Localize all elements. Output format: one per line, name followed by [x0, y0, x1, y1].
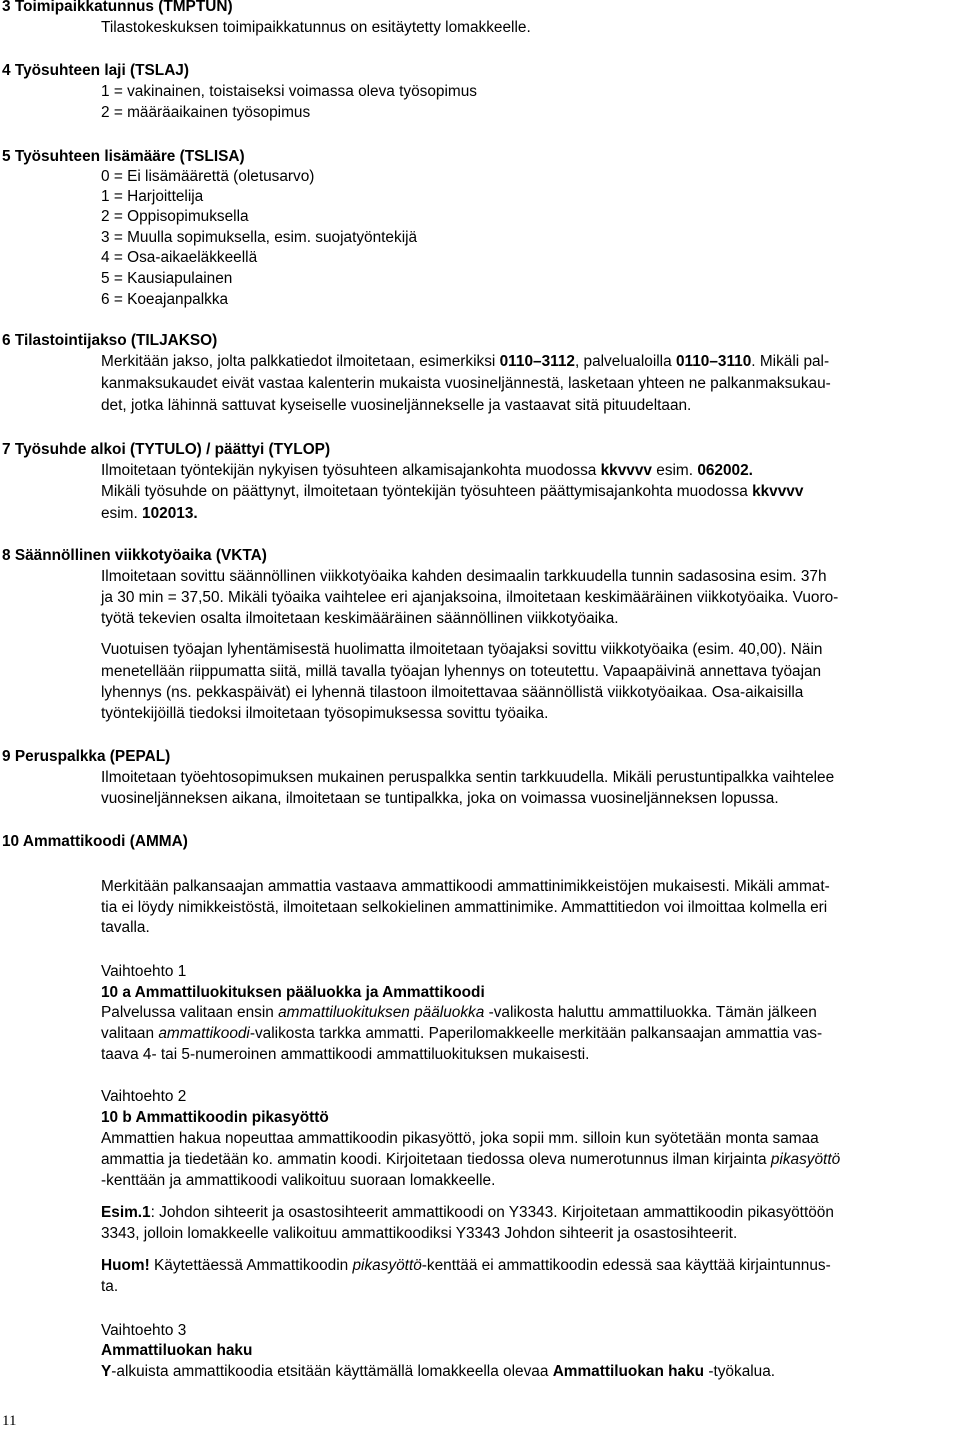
- section-10-intro-line-1: Merkitään palkansaajan ammattia vastaava ammattikoodi ammattinimikkeistöjen mukaisesti. Mikäli ammat-: [101, 878, 830, 895]
- section-4-option-1: 1 = vakinainen, toistaiseksi voimassa oleva työsopimus: [101, 83, 477, 100]
- option-1-line-1: Palvelussa valitaan ensin ammattiluokituksen pääluokka -valikosta haluttu ammattiluokka. Tämän jälkeen: [101, 1004, 817, 1021]
- section-8-p2-line-2: menetellään riippumatta siitä, millä tavalla työajan lyhennys on toteutettu. Vapaapäivinä annettava työajan: [101, 663, 822, 680]
- option-2-line-2: ammattia ja tiedetään ko. ammatin koodi. Kirjoitetaan tiedossa oleva numerotunnus ilman kirjainta pikasyöttö: [101, 1151, 841, 1168]
- section-8-p1-line-3: työtä tekevien osalta ilmoitetaan keskimääräinen säännöllinen viikkotyöaika.: [101, 610, 619, 627]
- section-7-line-1: Ilmoitetaan työntekijän nykyisen työsuhteen alkamisajankohta muodossa kkvvvv esim. 062002.: [101, 462, 753, 479]
- section-5-option-5: 5 = Kausiapulainen: [101, 270, 233, 287]
- option-1-title: 10 a Ammattiluokituksen pääluokka ja Ammattikoodi: [101, 984, 485, 1001]
- section-6-heading: 6 Tilastointijakso (TILJAKSO): [2, 332, 218, 349]
- option-2-line-3: -kenttään ja ammattikoodi valikoituu suoraan lomakkeelle.: [101, 1172, 496, 1189]
- option-1-label: Vaihtoehto 1: [101, 963, 187, 980]
- section-8-p2-line-1: Vuotuisen työajan lyhentämisestä huolimatta ilmoitetaan työajaksi sovittu viikkotyöaika (esim. 40,00). Näin: [101, 641, 823, 658]
- section-8-p1-line-2: ja 30 min = 37,50. Mikäli työaika vaihtelee eri ajanjaksoina, ilmoitetaan keskimääräinen viikkotyöaika. Vuoro-: [101, 589, 839, 606]
- section-10-intro-line-3: tavalla.: [101, 919, 150, 936]
- section-5-heading: 5 Työsuhteen lisämääre (TSLISA): [2, 148, 245, 165]
- option-2-title: 10 b Ammattikoodin pikasyöttö: [101, 1109, 329, 1126]
- section-6-line-3: det, jotka lähinnä sattuvat kyseiselle vuosineljännekselle ja vastaavat sitä pituudeltaan.: [101, 397, 692, 414]
- option-2-label: Vaihtoehto 2: [101, 1088, 187, 1105]
- option-2-note-line-1: Huom! Käytettäessä Ammattikoodin pikasyöttö-kenttää ei ammattikoodin edessä saa käyttää kirjaintunnus-: [101, 1257, 831, 1274]
- section-8-p1-line-1: Ilmoitetaan sovittu säännöllinen viikkotyöaika kahden desimaalin tarkkuudella tunnin sadasosina esim. 37h: [101, 568, 827, 585]
- section-8-p2-line-4: työntekijöillä tiedoksi ilmoitetaan työsopimuksessa sovittu työaika.: [101, 705, 549, 722]
- section-7-line-2: Mikäli työsuhde on päättynyt, ilmoitetaan työntekijän työsuhteen päättymisajankohta muodossa kkvvvv: [101, 483, 804, 500]
- option-3-label: Vaihtoehto 3: [101, 1322, 187, 1339]
- option-1-line-2: valitaan ammattikoodi-valikosta tarkka ammatti. Paperilomakkeelle merkitään palkansaajan ammattia vas-: [101, 1025, 823, 1042]
- section-8-heading: 8 Säännöllinen viikkotyöaika (VKTA): [2, 547, 267, 564]
- section-8-p2-line-3: lyhennys (ns. pekkaspäivät) ei lyhennä tilastoon ilmoitettavaa säännöllistä viikkotyöaikaa. Osa-aikaisilla: [101, 684, 804, 701]
- section-3-text: Tilastokeskuksen toimipaikkatunnus on esitäytetty lomakkeelle.: [101, 19, 531, 36]
- section-4-option-2: 2 = määräaikainen työsopimus: [101, 104, 311, 121]
- section-5-option-0: 0 = Ei lisämäärettä (oletusarvo): [101, 168, 315, 185]
- section-5-option-4: 4 = Osa-aikaeläkkeellä: [101, 249, 258, 266]
- section-6-line-1: Merkitään jakso, jolta palkkatiedot ilmoitetaan, esimerkiksi 0110–3112, palvelualoilla 0110–3110. Mikäli pal-: [101, 353, 830, 370]
- page-number: 11: [2, 1413, 17, 1429]
- section-10-heading: 10 Ammattikoodi (AMMA): [2, 833, 188, 850]
- section-9-heading: 9 Peruspalkka (PEPAL): [2, 748, 171, 765]
- section-5-option-3: 3 = Muulla sopimuksella, esim. suojatyöntekijä: [101, 229, 418, 246]
- section-5-option-1: 1 = Harjoittelija: [101, 188, 204, 205]
- option-2-example-line-2: 3343, jolloin lomakkeelle valikoituu ammattikoodiksi Y3343 Johdon sihteerit ja osastosihteerit.: [101, 1225, 738, 1242]
- section-10-intro-line-2: tia ei löydy nimikkeistöstä, ilmoitetaan selkokielinen ammattinimike. Ammattitiedon voi ilmoittaa kolmella eri: [101, 899, 828, 916]
- option-2-example-line-1: Esim.1: Johdon sihteerit ja osastosihteerit ammattikoodi on Y3343. Kirjoitetaan ammattikoodin pikasyöttöön: [101, 1204, 834, 1221]
- option-3-line-1: Y-alkuista ammattikoodia etsitään käyttämällä lomakkeella olevaa Ammattiluokan haku -työkalua.: [101, 1363, 776, 1380]
- section-9-line-2: vuosineljänneksen aikana, ilmoitetaan se tuntipalkka, joka on voimassa vuosineljänneksen lopussa.: [101, 790, 779, 807]
- section-3-heading: 3 Toimipaikkatunnus (TMPTUN): [2, 0, 233, 15]
- section-7-heading: 7 Työsuhde alkoi (TYTULO) / päättyi (TYLOP): [2, 441, 331, 458]
- section-6-line-2: kanmaksukaudet eivät vastaa kalenterin mukaista vuosineljännestä, lasketaan yhteen ne palkanmaksukau-: [101, 375, 831, 392]
- section-4-heading: 4 Työsuhteen laji (TSLAJ): [2, 62, 189, 79]
- option-2-note-line-2: ta.: [101, 1278, 119, 1295]
- option-2-line-1: Ammattien hakua nopeuttaa ammattikoodin pikasyöttö, joka sopii mm. silloin kun syötetään monta samaa: [101, 1130, 819, 1147]
- section-9-line-1: Ilmoitetaan työehtosopimuksen mukainen peruspalkka sentin tarkkuudella. Mikäli perustuntipalkka vaihtelee: [101, 769, 835, 786]
- section-5-option-6: 6 = Koeajanpalkka: [101, 291, 229, 308]
- option-3-title: Ammattiluokan haku: [101, 1342, 253, 1359]
- section-5-option-2: 2 = Oppisopimuksella: [101, 208, 249, 225]
- section-7-line-3: esim. 102013.: [101, 505, 198, 522]
- option-1-line-3: taava 4- tai 5-numeroinen ammattikoodi ammattiluokituksen mukaisesti.: [101, 1046, 590, 1063]
